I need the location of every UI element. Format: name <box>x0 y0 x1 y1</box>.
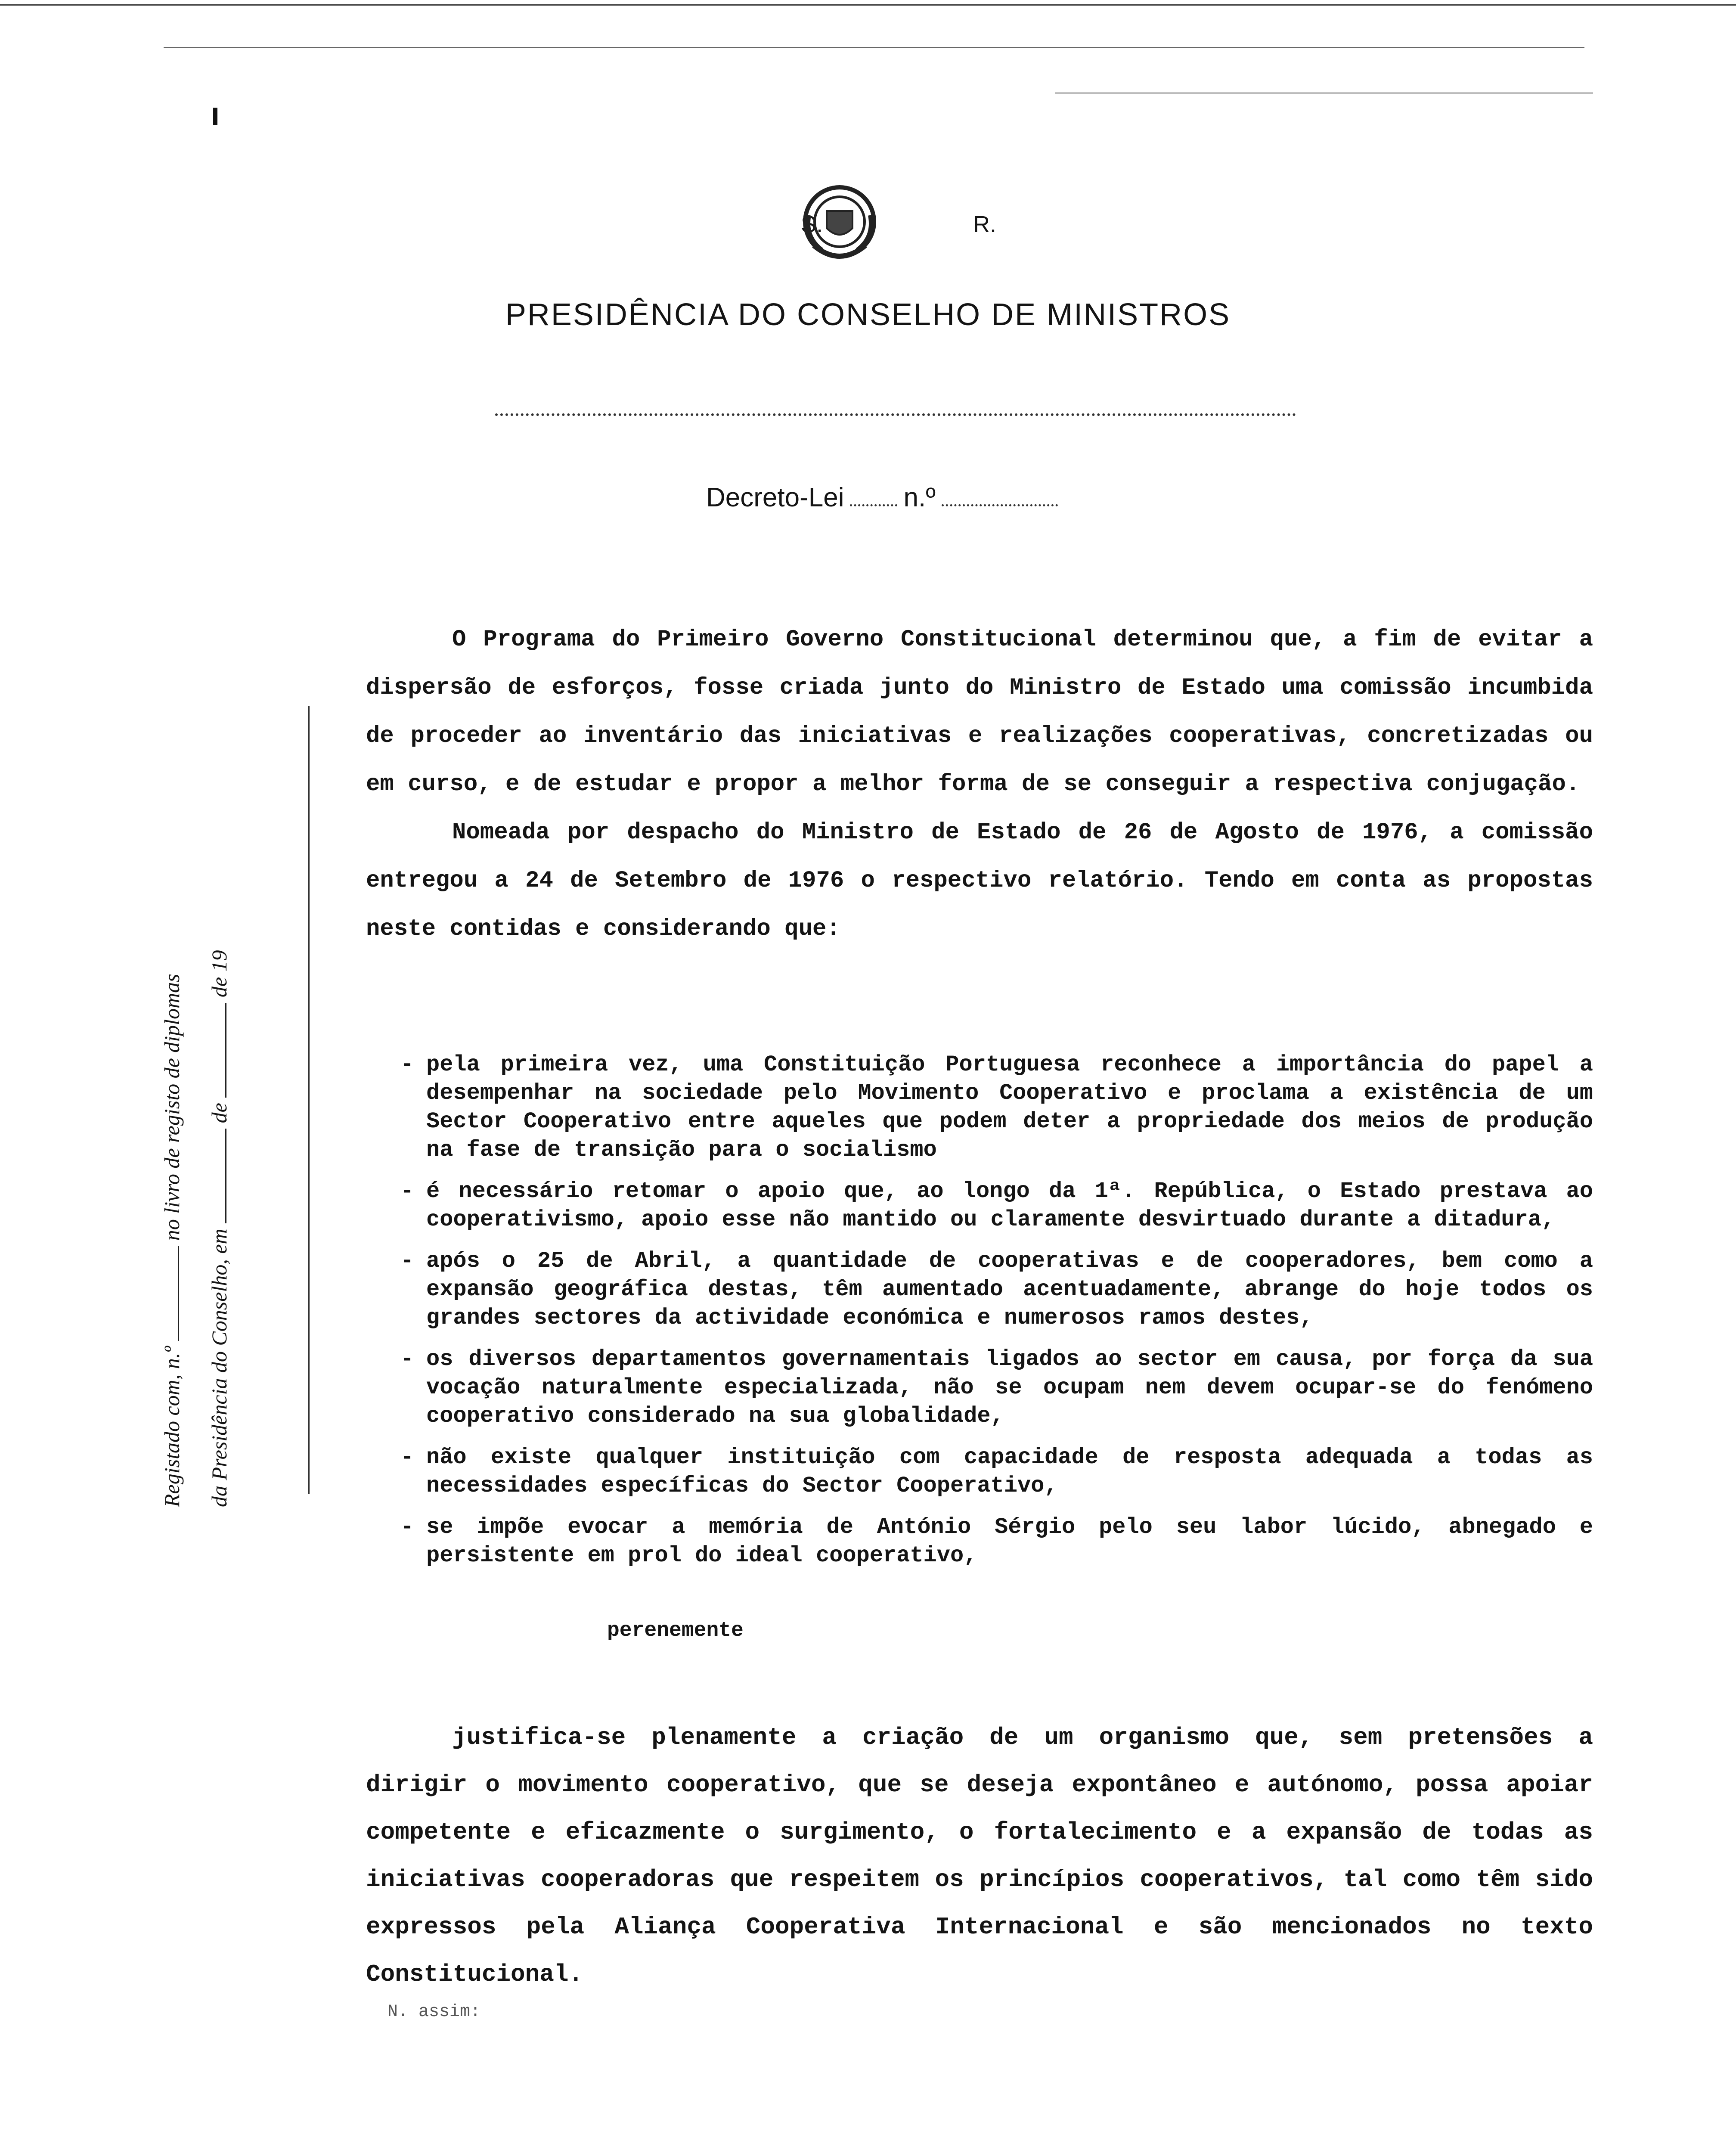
paragraph-1: O Programa do Primeiro Governo Constitucional determinou que, a fim de evitar a dispersão de esforços, fosse criada junto do Ministro de Estado uma comissão incumbida de proceder ao inventário das iniciativas e realizações cooperativas, concretizadas ou em curso, e de estudar e propor a melhor forma de se conseguir a respectiva conjugação. <box>366 627 1593 797</box>
closing-paragraph <box>366 1714 1593 1998</box>
coat-of-arms-seal <box>797 181 883 271</box>
list-item: - se impõe evocar a memória de António Sérgio pelo seu labor lúcido, abnegado e persistente em prol do ideal cooperativo, <box>400 1514 1593 1568</box>
letterhead-left-initial: S. <box>801 211 823 237</box>
dotted-divider <box>495 413 1296 416</box>
margin-note-line-1: Registado com, n.º no livro de registo de diplomas <box>160 974 184 1507</box>
decree-blank <box>850 499 897 506</box>
list-item: - após o 25 de Abril, a quantidade de cooperativas e de cooperadores, bem como a expansão geográfica destas, têm aumentado acentuadamente, abrange do hoje todos os grandes sectores da actividade económica e numerosos ramos destes, <box>400 1248 1593 1331</box>
decree-heading <box>706 482 1058 513</box>
scan-mark <box>213 108 217 125</box>
considerations-list <box>400 1051 1593 1583</box>
number-blank <box>942 499 1058 506</box>
continuation-text: N. assim: <box>388 2002 481 2022</box>
list-item: - é necessário retomar o apoio que, ao longo da 1ª. República, o Estado prestava ao cooperativismo, apoio esse não mantido ou claramente desvirtuado durante a ditadura, <box>400 1179 1593 1232</box>
scan-border-second <box>164 47 1584 48</box>
list-item: - pela primeira vez, uma Constituição Portuguesa reconhece a importância do papel a desempenhar na sociedade pelo Movimento Cooperativo e proclama a existência de um Sector Cooperativo entre aqueles que podem deter a propriedade dos meios de produção na fase de transição para o socialismo <box>400 1052 1593 1163</box>
list-item: - os diversos departamentos governamentais ligados ao sector em causa, por força da sua vocação naturalmente especializada, não se ocupam nem devem ocupar-se do fenómeno cooperativo considerado na sua globalidade, <box>400 1346 1593 1429</box>
list-item: - não existe qualquer instituição com capacidade de resposta adequada a todas as necessidades específicas do Sector Cooperativo, <box>400 1445 1593 1498</box>
paragraph-2: Nomeada por despacho do Ministro de Estado de 26 de Agosto de 1976, a comissão entregou a 24 de Setembro de 1976 o respectivo relatório. Tendo em conta as propostas neste contidas e considerando que: <box>366 819 1593 942</box>
handwritten-insertion: perenemente <box>607 1619 744 1642</box>
preamble <box>366 616 1593 953</box>
decree-label: Decreto-Lei <box>706 483 844 512</box>
paragraph-3: justifica-se plenamente a criação de um organismo que, sem pretensões a dirigir o movimento cooperativo, que se deseja expontâneo e autónomo, possa apoiar competente e eficazmente o surgimento, o fortalecimento e a expansão de todas as iniciativas cooperadoras que respeitem os princípios cooperativos, tal como têm sido expressos pela Aliança Cooperativa Internacional e são mencionados no texto Constitucional. <box>366 1724 1593 1988</box>
scan-border-top <box>0 4 1736 6</box>
number-label: n.º <box>903 483 936 512</box>
letterhead-right-initial: R. <box>973 211 996 237</box>
letterhead <box>0 172 1736 276</box>
margin-rule <box>308 706 310 1494</box>
ministry-title: PRESIDÊNCIA DO CONSELHO DE MINISTROS <box>505 298 1231 332</box>
registration-margin-note <box>159 689 231 1507</box>
margin-note-line-2: da Presidência do Conselho, em de de 19 <box>207 950 231 1507</box>
